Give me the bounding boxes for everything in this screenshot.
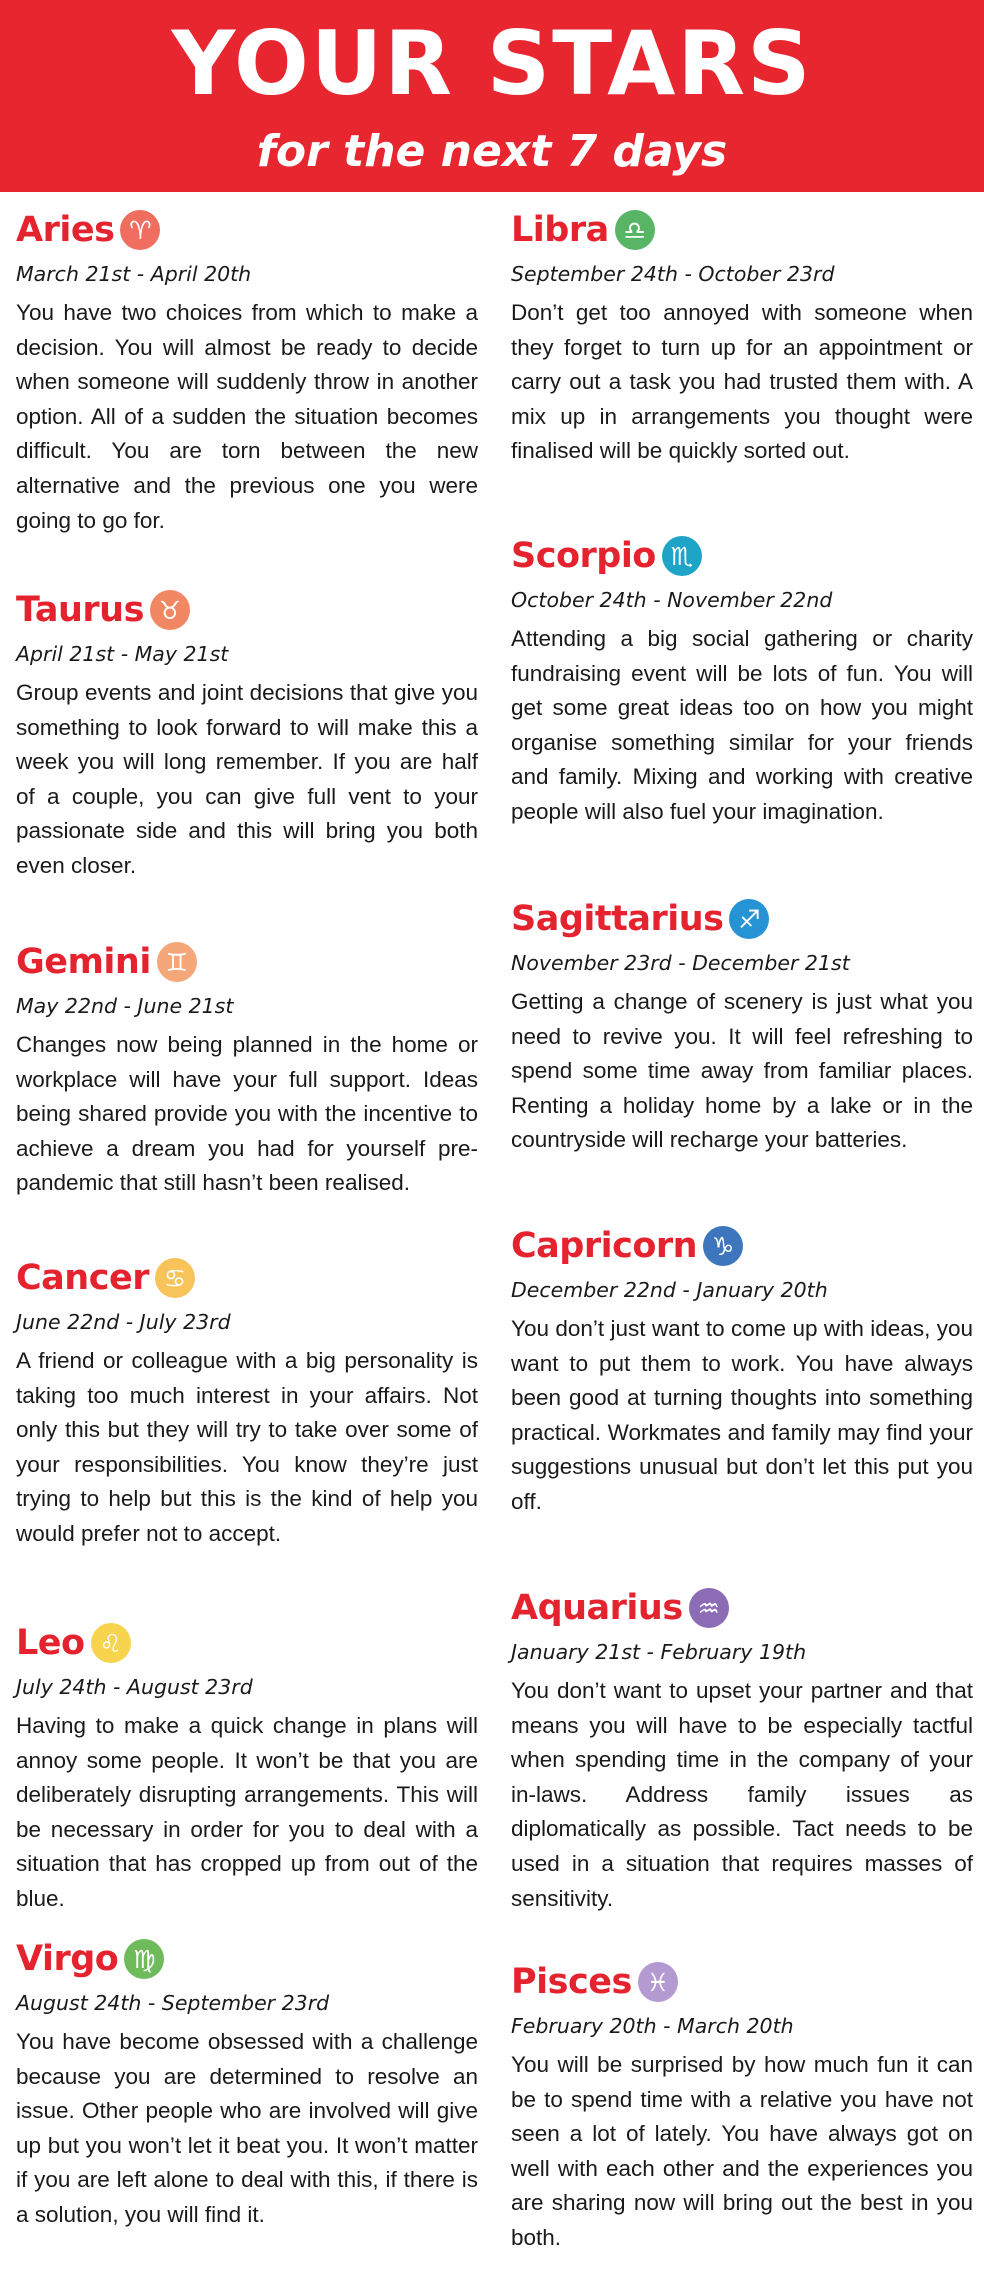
- sign-name: Libra: [511, 210, 609, 250]
- sign-taurus: [16, 584, 478, 884]
- sign-dates: June 22nd - July 23rd: [16, 1310, 231, 1334]
- sign-name: Aquarius: [511, 1588, 683, 1628]
- virgo-icon: ♍: [124, 1939, 164, 1979]
- sign-libra: [511, 204, 973, 469]
- sign-aquarius: [511, 1582, 973, 1916]
- sign-heading: [511, 893, 973, 945]
- scorpio-icon: ♏: [662, 536, 702, 576]
- sagittarius-icon: ♐: [729, 899, 769, 939]
- pisces-icon: ♓: [638, 1962, 678, 2002]
- sign-name: Leo: [16, 1623, 85, 1663]
- sign-cancer: [16, 1252, 478, 1552]
- sign-text: You don’t just want to come up with ideas, you want to put them to work. You have always been good at turning thoughts into something practical. Workmates and family may find your suggestions unusual but don’t let this put you off.: [511, 1316, 973, 1514]
- sign-name: Scorpio: [511, 536, 656, 576]
- sign-dates: December 22nd - January 20th: [511, 1278, 828, 1302]
- sign-heading: [511, 204, 973, 256]
- sign-heading: [16, 1252, 478, 1304]
- sign-gemini: [16, 936, 478, 1201]
- sign-text: Having to make a quick change in plans will annoy some people. It won’t be that you are deliberately disrupting arrangements. This will be necessary in order for you to deal with a situation that has cropped up from out of the blue.: [16, 1713, 478, 1911]
- sign-heading: [511, 530, 973, 582]
- header-banner: [0, 0, 984, 192]
- aquarius-icon: ♒: [689, 1588, 729, 1628]
- sign-dates: January 21st - February 19th: [511, 1640, 807, 1664]
- sign-dates: November 23rd - December 21st: [511, 951, 850, 975]
- sign-name: Taurus: [16, 590, 144, 630]
- sign-heading: [511, 1956, 973, 2008]
- sign-text: You have two choices from which to make a decision. You will almost be ready to decide when someone will suddenly throw in another option. All of a sudden the situation becomes difficult. You are torn between the new alternative and the previous one you were going to go for.: [16, 300, 478, 533]
- sign-dates: July 24th - August 23rd: [16, 1675, 253, 1699]
- sign-name: Virgo: [16, 1939, 119, 1979]
- taurus-icon: ♉: [150, 590, 190, 630]
- sign-name: Capricorn: [511, 1226, 698, 1266]
- sign-heading: [511, 1220, 973, 1272]
- capricorn-icon: ♑: [703, 1226, 743, 1266]
- sign-heading: [511, 1582, 973, 1634]
- sign-text: Changes now being planned in the home or workplace will have your full support. Ideas being shared provide you with the incentive to achieve a dream you had for yourself pre-pandemic that still hasn’t been realised.: [16, 1032, 478, 1196]
- sign-text: Attending a big social gathering or charity fundraising event will be lots of fun. You will get some great ideas too on how you might organise something similar for your friends and family. Mixing and working with creative people will also fuel your imagination.: [511, 626, 973, 824]
- sign-name: Pisces: [511, 1962, 632, 2002]
- sign-dates: April 21st - May 21st: [16, 642, 229, 666]
- sign-heading: [16, 584, 478, 636]
- sign-text: You will be surprised by how much fun it can be to spend time with a relative you have not seen a lot of lately. You have always got on well with each other and the experiences you are sharing now will bring out the best in you both.: [511, 2052, 973, 2250]
- page-title: YOUR STARS: [171, 12, 813, 115]
- libra-icon: ♎: [615, 210, 655, 250]
- sign-text: A friend or colleague with a big personality is taking too much interest in your affairs. Not only this but they will try to take over some of your responsibilities. You know they’re just trying to help but this is the kind of help you would prefer not to accept.: [16, 1348, 478, 1546]
- sign-capricorn: [511, 1220, 973, 1520]
- sign-sagittarius: [511, 893, 973, 1158]
- gemini-icon: ♊: [157, 942, 197, 982]
- sign-virgo: [16, 1933, 478, 2233]
- leo-icon: ♌: [91, 1623, 131, 1663]
- sign-name: Cancer: [16, 1258, 149, 1298]
- sign-aries: [16, 204, 478, 538]
- sign-text: Don’t get too annoyed with someone when they forget to turn up for an appointment or carry out a task you had trusted them with. A mix up in arrangements you thought were finalised will be quickly sorted out.: [511, 300, 973, 464]
- sign-heading: [16, 1933, 478, 1985]
- sign-dates: May 22nd - June 21st: [16, 994, 234, 1018]
- sign-text: You don’t want to upset your partner and that means you will have to be especially tactful when spending time in the company of your in-laws. Address family issues as diplomatically as possible. Tact needs to be used in a situation that requires masses of sensitivity.: [511, 1678, 973, 1911]
- cancer-icon: ♋: [155, 1258, 195, 1298]
- sign-heading: [16, 1617, 478, 1669]
- sign-heading: [16, 204, 478, 256]
- sign-text: Group events and joint decisions that give you something to look forward to will make this a week you will long remember. If you are half of a couple, you can give full vent to your passionate side and this will bring you both even closer.: [16, 680, 478, 878]
- sign-dates: February 20th - March 20th: [511, 2014, 794, 2038]
- sign-scorpio: [511, 530, 973, 830]
- sign-text: You have become obsessed with a challenge because you are determined to resolve an issue. Other people who are involved will give up but you won’t let it beat you. It won’t matter if you are left alone to deal with this, if there is a solution, you will find it.: [16, 2029, 478, 2227]
- sign-dates: August 24th - September 23rd: [16, 1991, 330, 2015]
- sign-name: Aries: [16, 210, 115, 250]
- sign-pisces: [511, 1956, 973, 2256]
- sign-dates: September 24th - October 23rd: [511, 262, 835, 286]
- sign-heading: [16, 936, 478, 988]
- sign-text: Getting a change of scenery is just what you need to revive you. It will feel refreshing to spend some time away from familiar places. Renting a holiday home by a lake or in the countryside will recharge your batteries.: [511, 989, 973, 1153]
- sign-name: Gemini: [16, 942, 151, 982]
- sign-dates: March 21st - April 20th: [16, 262, 252, 286]
- sign-leo: [16, 1617, 478, 1917]
- page-subtitle: for the next 7 days: [256, 126, 728, 177]
- sign-dates: October 24th - November 22nd: [511, 588, 833, 612]
- aries-icon: ♈: [120, 210, 160, 250]
- sign-name: Sagittarius: [511, 899, 724, 939]
